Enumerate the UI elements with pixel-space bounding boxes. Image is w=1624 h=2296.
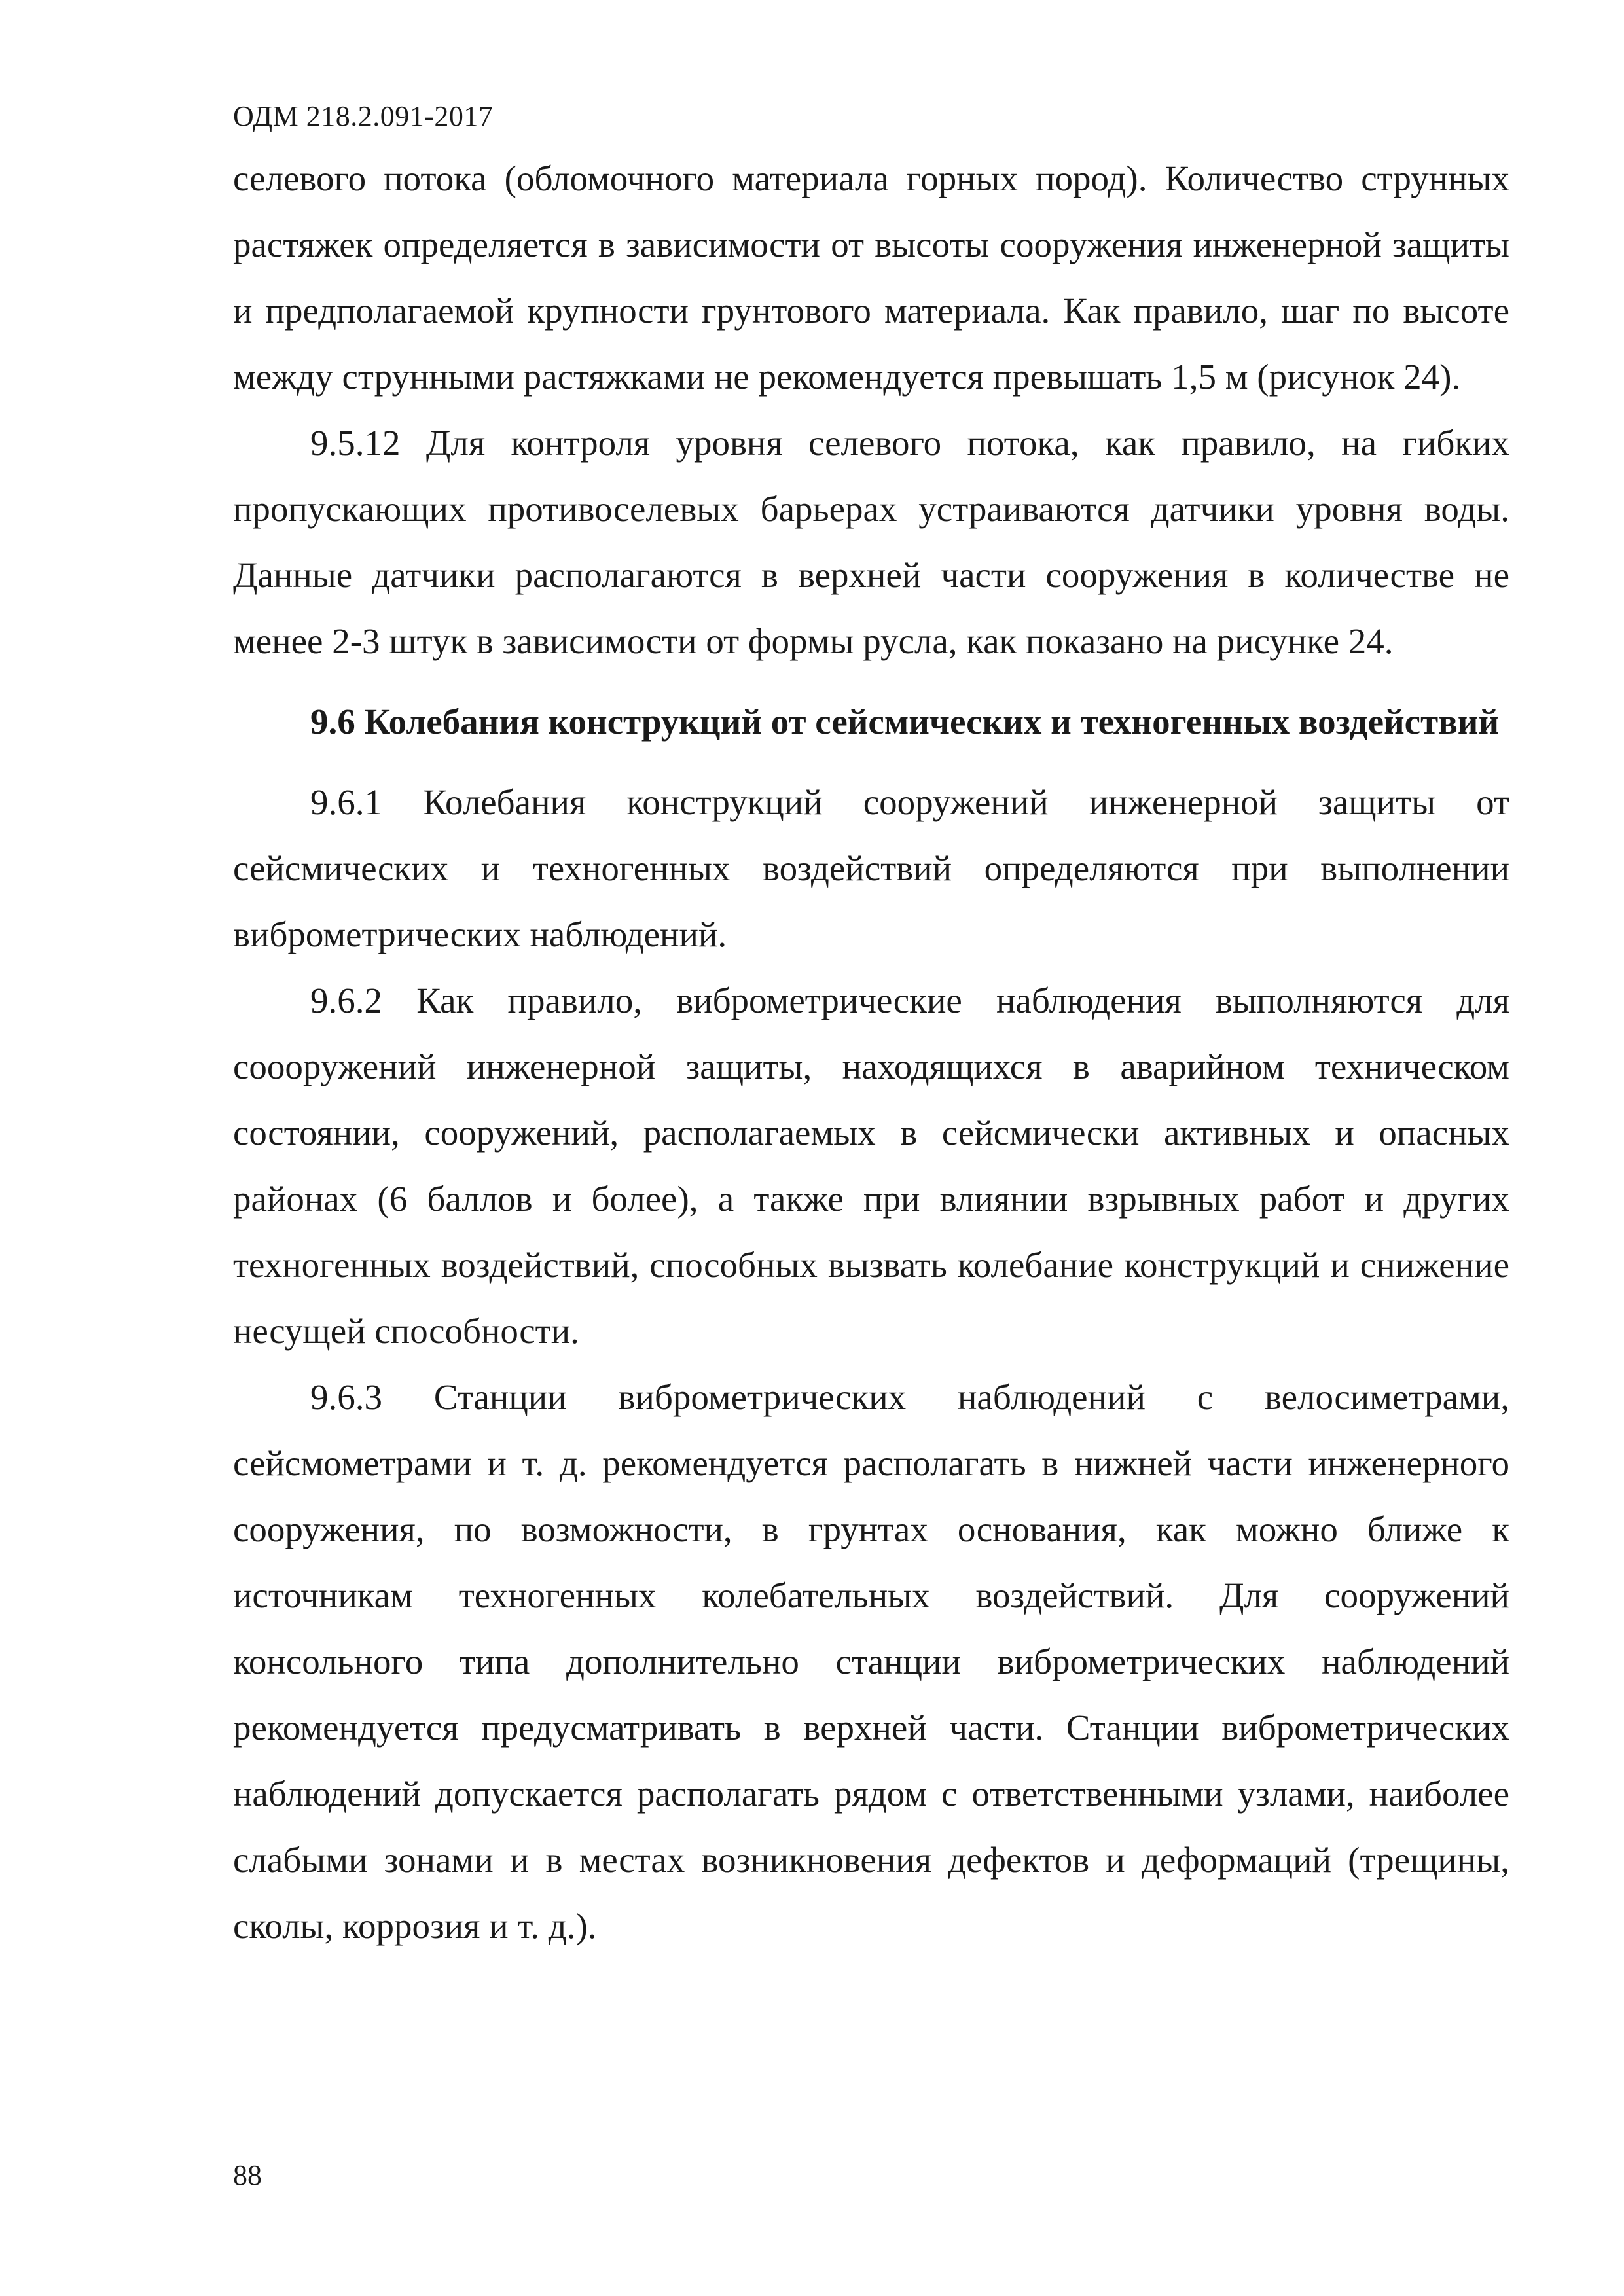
section-heading-9-6: 9.6 Колебания конструкций от сейсмических и техногенных воздействий (310, 702, 1500, 742)
paragraph-9-5-12: 9.5.12 Для контроля уровня селевого потока, как правило, на гибких пропускающих противоселевых барьерах устраиваются датчики уровня воды. Данные датчики располагаются в верхней части сооружения в количестве не менее 2-3 штук в зависимости от формы русла, как показано на рисунке 24. (233, 423, 1509, 661)
document-code-header: ОДМ 218.2.091-2017 (233, 100, 494, 132)
paragraph-9-6-1: 9.6.1 Колебания конструкций сооружений инженерной защиты от сейсмических и техногенных воздействий определяются при выполнении виброметрических наблюдений. (233, 782, 1509, 954)
paragraph-9-6-2: 9.6.2 Как правило, виброметрические наблюдения выполняются для соооружений инженерной защиты, находящихся в аварийном техническом состоянии, сооружений, располагаемых в сейсмически активных и опасных районах (6 баллов и более), а также при влиянии взрывных работ и других техногенных воздействий, способных вызвать колебание конструкций и снижение несущей способности. (233, 980, 1509, 1351)
page-number: 88 (233, 2159, 262, 2191)
paragraph-9-6-3: 9.6.3 Станции виброметрических наблюдений с велосиметрами, сейсмометрами и т. д. рекомендуется располагать в нижней части инженерного сооружения, по возможности, в грунтах основания, как можно ближе к источникам техногенных колебательных воздействий. Для сооружений консольного типа дополнительно станции виброметрических наблюдений рекомендуется предусматривать в верхней части. Станции виброметрических наблюдений допускается располагать рядом с ответственными узлами, наиболее слабыми зонами и в местах возникновения дефектов и деформаций (трещины, сколы, коррозия и т. д.). (233, 1377, 1509, 1946)
paragraph-continuation: селевого потока (обломочного материала горных пород). Количество струнных растяжек определяется в зависимости от высоты сооружения инженерной защиты и предполагаемой крупности грунтового материала. Как правило, шаг по высоте между струнными растяжками не рекомендуется превышать 1,5 м (рисунок 24). (233, 158, 1509, 397)
document-body (233, 145, 1509, 1959)
